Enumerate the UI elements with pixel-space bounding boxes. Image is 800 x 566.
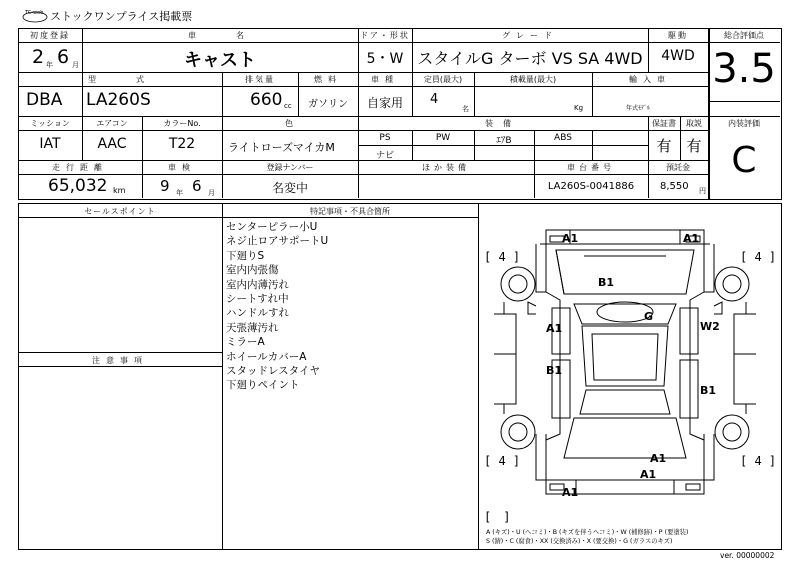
first-reg-month-unit: 月	[72, 61, 79, 69]
warranty-label: 保証書	[652, 119, 676, 128]
drive-value: 4WD	[661, 48, 695, 64]
equipment-cell: ｴｱB	[496, 136, 512, 146]
fuel-value: ガソリン	[308, 99, 348, 110]
inspection-year: 9	[160, 177, 170, 195]
model-value: LA260S	[86, 90, 151, 110]
inspection-label: 車検	[168, 163, 196, 172]
displacement-label: 排気量	[245, 75, 275, 84]
inspection-year-unit: 年	[176, 189, 183, 197]
damage-label: A1	[562, 486, 579, 499]
damage-label: A1	[546, 322, 563, 335]
damage-label: W2	[700, 320, 720, 333]
aircon-label: エアコン	[96, 119, 128, 128]
notes-header: 特記事項・不具合箇所	[310, 207, 390, 216]
car-name-label: 車 名	[188, 31, 252, 40]
tire-front-right: [ 4 ]	[740, 250, 777, 264]
damage-label: B1	[546, 364, 563, 377]
tire-rear-right: [ 4 ]	[740, 454, 777, 468]
import-label: 輸入車	[629, 75, 671, 84]
door-type-label: ドア・形状	[360, 31, 410, 40]
other-equipment-label: ほか装備	[422, 163, 470, 172]
drive-label: 駆動	[668, 31, 688, 40]
tire-front-left: [ 4 ]	[484, 250, 521, 264]
mileage-value: 65,032	[48, 176, 108, 196]
car-diagram	[480, 204, 778, 530]
equipment-cell: PS	[379, 133, 391, 143]
displacement-value: 660	[250, 90, 283, 110]
note-item: ホイールカバーA	[226, 350, 307, 363]
category-label: 車種	[371, 75, 399, 84]
mission-label: ミッション	[30, 119, 70, 128]
deposit-value: 8,550	[660, 181, 689, 192]
capacity-unit: 名	[462, 105, 469, 113]
version-text: ver. 00000002	[720, 551, 775, 560]
capacity-label: 定員(最大)	[423, 75, 463, 84]
inspection-month: 6	[192, 177, 202, 195]
load-unit: Kg	[574, 104, 584, 112]
grade-value: スタイルG ターボ VS SA 4WD	[417, 49, 643, 68]
note-item: ネジ止ロアサポートU	[226, 235, 329, 248]
inspection-month-unit: 月	[208, 189, 215, 197]
damage-label: A1	[650, 452, 667, 465]
damage-label: G	[644, 310, 654, 323]
note-item: ハンドルすれ	[226, 307, 289, 320]
damage-label: A1	[562, 232, 579, 245]
mileage-unit: km	[113, 186, 126, 195]
note-item: スタッドレスタイヤ	[226, 365, 320, 378]
first-reg-month: 6	[57, 46, 70, 68]
capacity-value: 4	[430, 92, 439, 107]
chassis-no-value: LA260S-0041886	[547, 181, 635, 192]
model-prefix: DBA	[26, 90, 63, 110]
sales-point-header: セールスポイント	[84, 207, 156, 216]
load-label: 積載量(最大)	[509, 75, 557, 84]
deposit-label: 預託金	[666, 163, 690, 172]
overall-label: 総合評価点	[724, 31, 764, 40]
damage-label: A1	[640, 468, 657, 481]
door-type-value: 5・W	[366, 51, 404, 67]
note-item: ミラーA	[226, 336, 265, 349]
first-reg-label: 初度登録	[30, 31, 70, 40]
category-value: 自家用	[366, 96, 403, 110]
page-title: ストックワンプライス掲載票	[50, 10, 193, 23]
plate-value: 名変中	[271, 181, 308, 195]
equipment-label: 装備	[485, 119, 521, 128]
note-item: 室内内張傷	[226, 264, 279, 277]
fuel-label: 燃料	[314, 75, 342, 84]
notes-list	[226, 220, 328, 393]
damage-legend	[486, 528, 688, 546]
note-item: 下廻りペイント	[226, 379, 300, 392]
note-item: センターピラー小U	[226, 221, 318, 233]
color-label: 色	[285, 119, 295, 128]
first-reg-year: 2	[32, 46, 45, 68]
equipment-cell: PW	[435, 133, 451, 143]
damage-label: B1	[700, 384, 717, 397]
equipment-cell: ABS	[554, 133, 572, 143]
color-value: ライトローズマイカM	[228, 141, 335, 154]
deposit-unit: 円	[699, 187, 706, 195]
color-no-label: カラーNo.	[163, 119, 201, 128]
color-no-value: T22	[168, 136, 196, 152]
manual-value: 有	[686, 137, 702, 155]
first-reg-year-unit: 年	[46, 61, 53, 69]
damage-label: B1	[598, 276, 615, 289]
grade-label: グレード	[502, 31, 558, 40]
interior-label: 内装評価	[728, 119, 760, 128]
tire-spare: [ ]	[484, 510, 511, 524]
equipment-cell: ナビ	[375, 151, 394, 161]
note-item: 天張薄汚れ	[226, 321, 279, 334]
note-item: シートすれ中	[226, 293, 289, 306]
logo	[22, 8, 48, 20]
warranty-value: 有	[656, 137, 672, 155]
mileage-label: 走行距離	[52, 163, 108, 172]
car-name-value: キャスト	[184, 50, 256, 71]
aircon-value: AAC	[97, 136, 127, 152]
plate-label: 登録ナンバー	[266, 163, 314, 172]
note-item: 下廻りS	[226, 249, 265, 262]
displacement-unit: cc	[284, 102, 292, 110]
interior-score: C	[731, 140, 757, 181]
legend-line: S (錆)・C (腐食)・XX (交換済み)・X (要交換)・G (ガラスのキズ)	[486, 538, 673, 545]
import-note: 年式ﾓﾃﾞﾙ	[626, 105, 651, 112]
chassis-no-label: 車台番号	[567, 163, 615, 172]
manual-label: 取説	[686, 119, 702, 128]
note-item: 室内内薄汚れ	[226, 278, 289, 291]
logo-text: TC-web	[25, 10, 44, 16]
mission-value: IAT	[39, 136, 61, 152]
overall-score: 3.5	[712, 46, 776, 92]
caution-header: 注意事項	[92, 356, 148, 365]
model-label: 型 式	[88, 75, 152, 84]
legend-line: A (キズ)・U (ヘコミ)・B (キズを伴うヘコミ)・W (補修跡)・P (要塗装)	[486, 529, 689, 536]
damage-label: A1	[683, 232, 700, 245]
tire-rear-left: [ 4 ]	[484, 454, 521, 468]
